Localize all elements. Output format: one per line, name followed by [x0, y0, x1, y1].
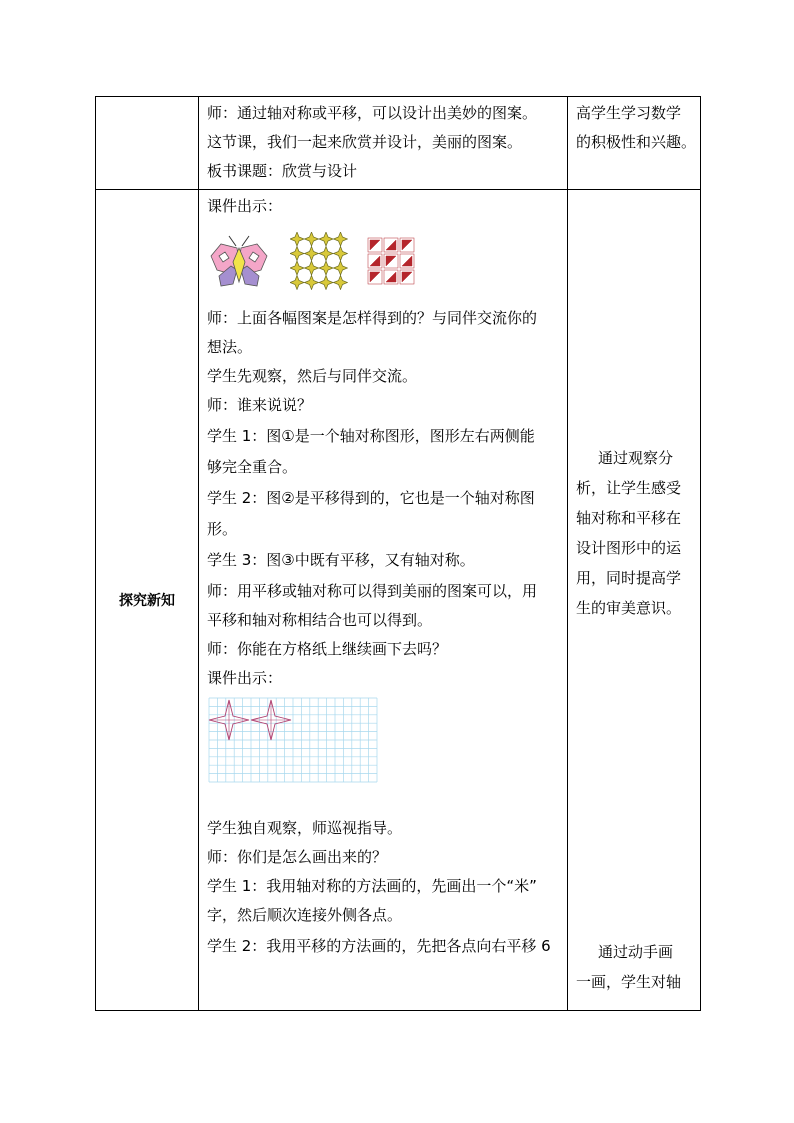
note-line: 用，同时提高学	[576, 569, 682, 587]
note-line: 轴对称和平移在	[576, 509, 682, 527]
text-line: 这节课，我们一起来欣赏并设计，美丽的图案。	[207, 133, 523, 151]
text-line: 师：谁来说说？	[207, 396, 313, 414]
star-grid-figure	[207, 696, 379, 784]
text-line: 课件出示：	[207, 197, 283, 215]
note-line: 一画，学生对轴	[576, 973, 682, 991]
text-line: 学生 1：图①是一个轴对称图形，图形左右两侧能	[207, 427, 535, 445]
text-line: 学生 3：图③中既有平移，又有轴对称。	[207, 551, 475, 569]
text-line: 学生先观察，然后与同伴交流。	[207, 367, 418, 385]
text-line: 学生 2：我用平移的方法画的，先把各点向右平移 6	[207, 937, 551, 955]
text-line: 课件出示：	[207, 669, 283, 687]
butterfly-figure	[209, 234, 269, 292]
text-line: 师：你们是怎么画出来的？	[207, 848, 388, 866]
note-line: 高学生学习数学	[576, 104, 682, 122]
text-line: 够完全重合。	[207, 458, 298, 476]
figure-row	[207, 220, 559, 298]
note-line: 生的审美意识。	[576, 599, 682, 617]
table-row	[96, 190, 701, 1011]
diamond-tile-figure	[290, 232, 348, 290]
intent-cell	[568, 97, 701, 190]
text-line: 师：用平移或轴对称可以得到美丽的图案可以，用	[207, 582, 538, 600]
note-line: 通过观察分	[598, 449, 674, 467]
section-cell-empty	[96, 97, 199, 190]
text-line: 师：上面各幅图案是怎样得到的？与同伴交流你的	[207, 309, 538, 327]
note-line: 通过动手画	[598, 943, 674, 961]
section-label: 探究新知	[96, 190, 199, 1011]
text-line: 学生独自观察，师巡视指导。	[207, 819, 403, 837]
activity-cell	[199, 190, 568, 1011]
note-line: 的积极性和兴趣。	[576, 133, 697, 151]
note-line: 析，让学生感受	[576, 479, 682, 497]
text-line: 师：你能在方格纸上继续画下去吗？	[207, 640, 448, 658]
table-row	[96, 97, 701, 190]
red-square-tile-figure	[366, 236, 416, 286]
note-line: 设计图形中的运	[576, 539, 682, 557]
activity-cell	[199, 97, 568, 190]
text-line: 想法。	[207, 338, 253, 356]
intent-cell	[568, 190, 701, 1011]
text-line: 平移和轴对称相结合也可以得到。	[207, 611, 433, 629]
text-line: 师：通过轴对称或平移，可以设计出美妙的图案。	[207, 104, 538, 122]
lesson-table	[95, 96, 701, 1011]
text-line: 字，然后顺次连接外侧各点。	[207, 906, 403, 924]
text-line: 学生 2：图②是平移得到的，它也是一个轴对称图	[207, 489, 535, 507]
grid-figure-wrap	[207, 696, 559, 806]
text-line: 学生 1：我用轴对称的方法画的，先画出一个“米”	[207, 877, 537, 895]
text-line: 形。	[207, 520, 238, 538]
text-line: 板书课题：欣赏与设计	[207, 162, 358, 180]
